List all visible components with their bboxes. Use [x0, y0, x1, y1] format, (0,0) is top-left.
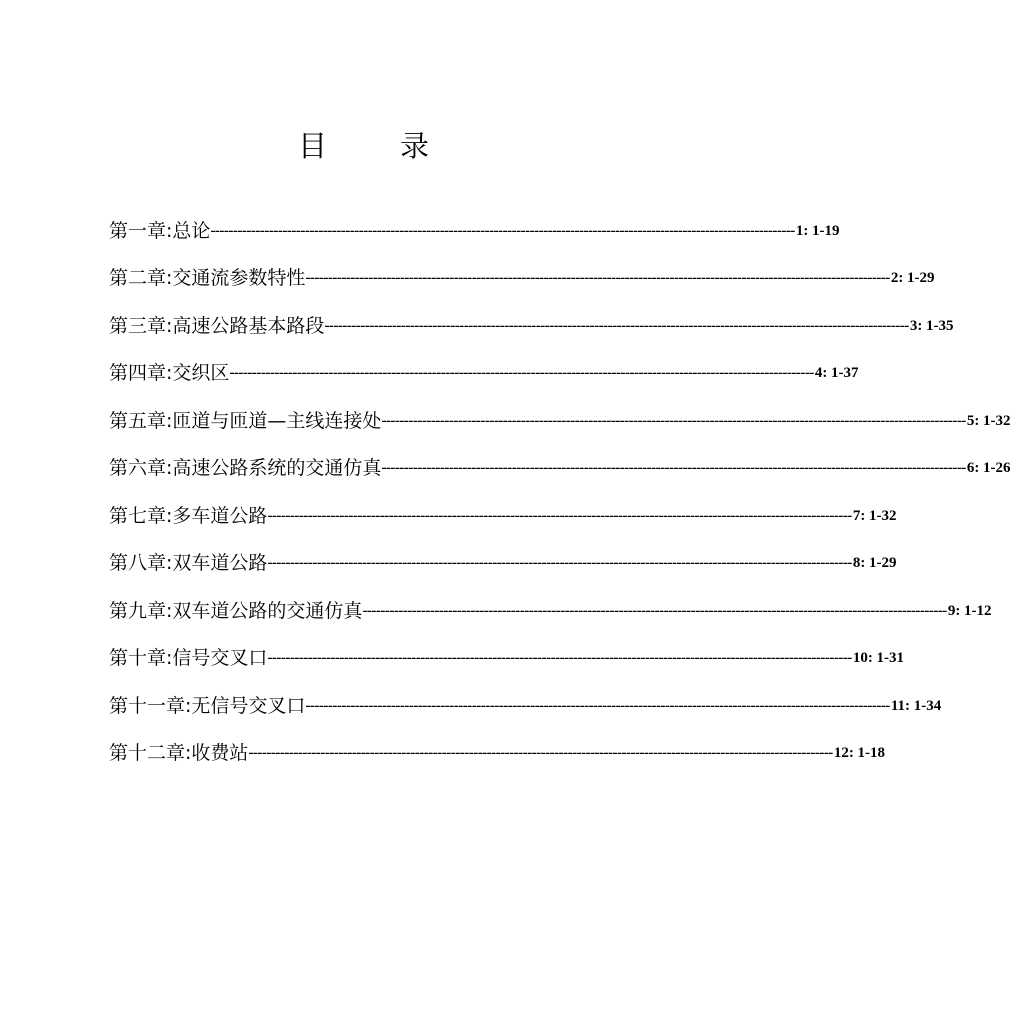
chapter-number: 第十一章	[109, 694, 186, 717]
chapter-title: 双车道公路	[172, 552, 268, 574]
toc-entry[interactable]	[109, 578, 992, 626]
chapter-separator: :	[166, 362, 173, 384]
dot-leader: ----------------------------------------------------------------------------------------------------------------------------------	[381, 460, 966, 476]
chapter-title: 总论	[172, 219, 211, 242]
chapter-separator: :	[166, 599, 173, 622]
page-reference: 7: 1-32	[852, 507, 897, 524]
page-reference: 2: 1-29	[890, 270, 935, 286]
dot-leader: ----------------------------------------------------------------------------------------------------------------------------------	[305, 697, 890, 714]
toc-entry[interactable]	[109, 198, 840, 246]
chapter-separator: :	[166, 409, 173, 432]
chapter-separator: :	[166, 267, 173, 289]
toc-entry[interactable]	[109, 293, 954, 341]
toc-entry[interactable]	[109, 341, 859, 389]
chapter-number: 第一章	[109, 219, 167, 242]
chapter-number: 第二章	[109, 267, 167, 289]
table-of-contents	[109, 198, 1011, 768]
toc-heading	[0, 124, 724, 168]
page-reference: 4: 1-37	[814, 365, 859, 381]
chapter-separator: :	[185, 742, 192, 764]
page-reference: 9: 1-12	[947, 602, 992, 619]
chapter-number: 第四章	[109, 362, 167, 384]
dot-leader: ----------------------------------------------------------------------------------------------------------------------------------	[267, 555, 852, 571]
toc-entry[interactable]	[109, 531, 897, 579]
chapter-title: 双车道公路的交通仿真	[172, 599, 363, 622]
dot-leader: ----------------------------------------------------------------------------------------------------------------------------------	[210, 222, 795, 239]
toc-entry[interactable]	[109, 483, 897, 531]
page-reference: 11: 1-34	[890, 697, 942, 714]
chapter-separator: :	[166, 457, 173, 479]
chapter-number: 第五章	[109, 409, 167, 432]
chapter-title: 收费站	[191, 742, 249, 764]
chapter-title: 信号交叉口	[172, 647, 268, 669]
chapter-separator: :	[166, 504, 173, 527]
page-reference: 10: 1-31	[852, 650, 905, 666]
chapter-number: 第六章	[109, 457, 167, 479]
dot-leader: ----------------------------------------------------------------------------------------------------------------------------------	[381, 412, 966, 429]
dot-leader: ----------------------------------------------------------------------------------------------------------------------------------	[305, 270, 890, 286]
page-reference: 12: 1-18	[833, 745, 886, 761]
dot-leader: ----------------------------------------------------------------------------------------------------------------------------------	[324, 317, 909, 334]
chapter-separator: :	[166, 647, 173, 669]
toc-entry[interactable]	[109, 673, 942, 721]
chapter-separator: :	[166, 219, 173, 242]
dot-leader: ----------------------------------------------------------------------------------------------------------------------------------	[267, 650, 852, 666]
chapter-number: 第十二章	[109, 742, 186, 764]
heading-char-mu: 目	[298, 129, 328, 163]
chapter-title: 交织区	[172, 362, 230, 384]
chapter-title: 交通流参数特性	[172, 267, 306, 289]
chapter-separator: :	[166, 314, 173, 337]
chapter-title: 多车道公路	[172, 504, 268, 527]
dot-leader: ----------------------------------------------------------------------------------------------------------------------------------	[248, 745, 833, 761]
chapter-number: 第十章	[109, 647, 167, 669]
page-reference: 1: 1-19	[795, 222, 840, 239]
chapter-number: 第七章	[109, 504, 167, 527]
dot-leader: ----------------------------------------------------------------------------------------------------------------------------------	[362, 602, 947, 619]
toc-entry[interactable]	[109, 388, 1011, 436]
dot-leader: ----------------------------------------------------------------------------------------------------------------------------------	[267, 507, 852, 524]
dot-leader: ----------------------------------------------------------------------------------------------------------------------------------	[229, 365, 814, 381]
toc-entry[interactable]	[109, 436, 1011, 484]
chapter-separator: :	[185, 694, 192, 717]
chapter-number: 第八章	[109, 552, 167, 574]
heading-char-lu: 录	[400, 129, 430, 163]
chapter-title: 匝道与匝道—主线连接处	[172, 409, 382, 432]
chapter-title: 无信号交叉口	[191, 694, 306, 717]
page-reference: 8: 1-29	[852, 555, 897, 571]
page-reference: 6: 1-26	[966, 460, 1011, 476]
toc-entry[interactable]	[109, 626, 905, 674]
page-reference: 3: 1-35	[909, 317, 954, 334]
chapter-number: 第九章	[109, 599, 167, 622]
chapter-title: 高速公路系统的交通仿真	[172, 457, 382, 479]
chapter-title: 高速公路基本路段	[172, 314, 325, 337]
page-reference: 5: 1-32	[966, 412, 1011, 429]
toc-entry[interactable]	[109, 721, 886, 769]
toc-entry[interactable]	[109, 246, 935, 294]
chapter-number: 第三章	[109, 314, 167, 337]
chapter-separator: :	[166, 552, 173, 574]
